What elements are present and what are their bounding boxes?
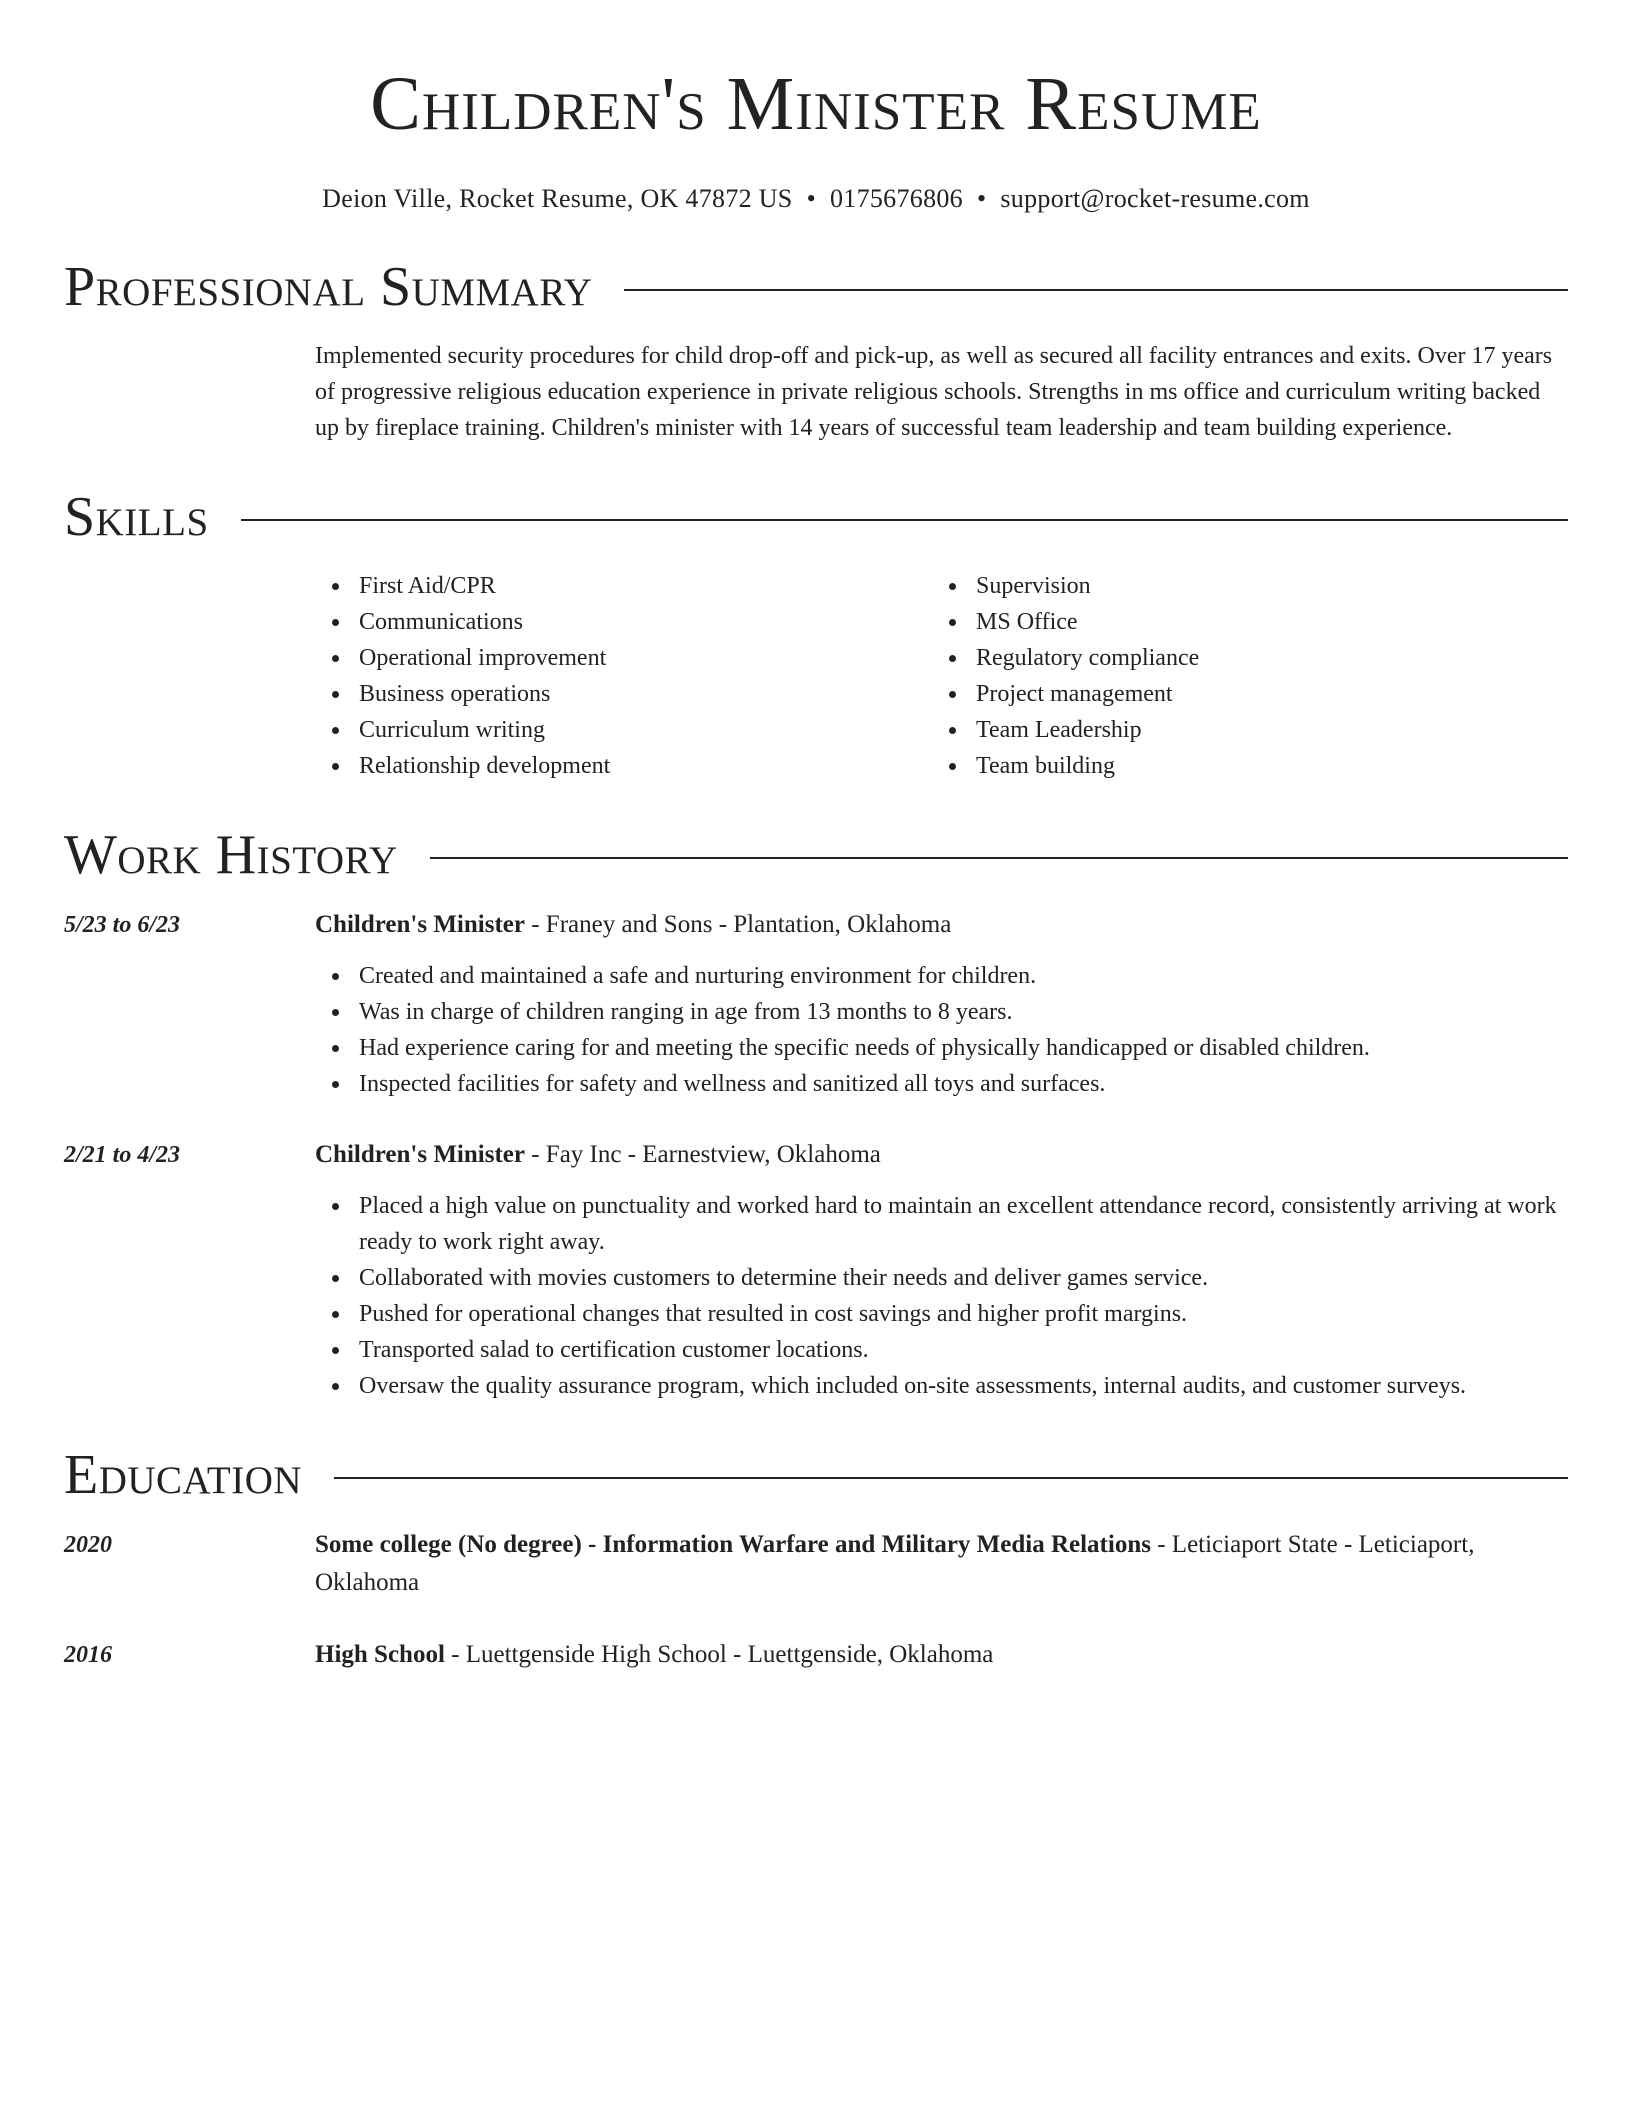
section-title-skills: Skills (64, 486, 209, 548)
job-bullet: Placed a high value on punctuality and worked hard to maintain an excellent attendance record, consistently arriving at work ready to work right away. (315, 1188, 1568, 1260)
contact-phone: 0175676806 (829, 184, 963, 213)
job-heading (315, 906, 1568, 944)
skills-column-left (315, 568, 932, 784)
job-bullet: Oversaw the quality assurance program, which included on-site assessments, internal audits, and customer surveys. (315, 1368, 1568, 1404)
skill-item: Team building (932, 748, 1549, 784)
education-degree: Some college (No degree) - Information Warfare and Military Media Relations (315, 1531, 1151, 1558)
skill-item: Business operations (315, 676, 932, 712)
contact-separator: • (976, 184, 987, 213)
skills-list (315, 568, 1568, 784)
skills-column-right (932, 568, 1549, 784)
job-bullets (315, 958, 1568, 1102)
skills-section-header (64, 486, 1568, 548)
job-bullet: Transported salad to certification customer locations. (315, 1332, 1568, 1368)
section-title-education: Education (64, 1444, 303, 1506)
education-body (315, 1526, 1568, 1602)
education-heading (315, 1636, 1568, 1674)
job-bullet: Was in charge of children ranging in age from 13 months to 8 years. (315, 994, 1568, 1030)
summary-text: Implemented security procedures for child drop-off and pick-up, as well as secured all facility entrances and exits. Over 17 years of progressive religious education experience in private religious schools. Strengths in ms office and curriculum writing backed up by fireplace training. Children's minister with 14 years of successful team leadership and team building experience. (315, 343, 1553, 441)
summary-section-header (64, 256, 1568, 318)
job-heading (315, 1136, 1568, 1174)
education-entry (64, 1526, 1568, 1602)
job-bullet: Collaborated with movies customers to determine their needs and deliver games service. (315, 1260, 1568, 1296)
education-year: 2020 (64, 1532, 112, 1558)
section-divider (334, 1477, 1568, 1479)
job-dates: 5/23 to 6/23 (64, 912, 181, 938)
resume-page (64, 0, 1568, 1674)
section-title-summary: Professional Summary (64, 256, 593, 318)
job-bullet: Pushed for operational changes that resulted in cost savings and higher profit margins. (315, 1296, 1568, 1332)
section-title-work: Work History (64, 824, 398, 886)
education-section-header (64, 1444, 1568, 1506)
section-divider (624, 289, 1568, 291)
skill-item: Regulatory compliance (932, 640, 1549, 676)
skill-item: Supervision (932, 568, 1549, 604)
education-body (315, 1636, 1568, 1674)
education-degree: High School (315, 1641, 445, 1668)
contact-line (64, 182, 1568, 216)
job-bullet: Had experience caring for and meeting the specific needs of physically handicapped or disabled children. (315, 1030, 1568, 1066)
work-section-header (64, 824, 1568, 886)
job-bullets (315, 1188, 1568, 1404)
job-body (315, 906, 1568, 1102)
skill-item: Communications (315, 604, 932, 640)
skill-item: Relationship development (315, 748, 932, 784)
job-title: Children's Minister (315, 911, 525, 938)
job-body (315, 1136, 1568, 1404)
section-divider (430, 857, 1568, 859)
education-entry (64, 1636, 1568, 1674)
skill-item: First Aid/CPR (315, 568, 932, 604)
job-details: - Franey and Sons - Plantation, Oklahoma (524, 911, 952, 938)
skill-item: Curriculum writing (315, 712, 932, 748)
skill-item: Project management (932, 676, 1549, 712)
job-dates: 2/21 to 4/23 (64, 1142, 181, 1168)
job-details: - Fay Inc - Earnestview, Oklahoma (524, 1141, 881, 1168)
contact-address: Deion Ville, Rocket Resume, OK 47872 US (322, 184, 793, 213)
education-details: - Leticiaport State - Leticiaport, Oklahoma (315, 1531, 1475, 1596)
skill-item: Operational improvement (315, 640, 932, 676)
job-entry (64, 906, 1568, 1102)
job-bullet: Created and maintained a safe and nurturing environment for children. (315, 958, 1568, 994)
section-divider (241, 519, 1568, 521)
education-year: 2016 (64, 1642, 112, 1668)
contact-email[interactable]: support@rocket-resume.com (1000, 184, 1310, 213)
contact-separator: • (806, 184, 816, 213)
job-entry (64, 1136, 1568, 1404)
education-details: - Luettgenside High School - Luettgenside, Oklahoma (444, 1641, 994, 1668)
job-bullet: Inspected facilities for safety and wellness and sanitized all toys and surfaces. (315, 1066, 1568, 1102)
job-title: Children's Minister (315, 1141, 525, 1168)
resume-title: Children's Minister Resume (370, 62, 1262, 146)
education-heading (315, 1526, 1568, 1602)
skill-item: Team Leadership (932, 712, 1549, 748)
skill-item: MS Office (932, 604, 1549, 640)
